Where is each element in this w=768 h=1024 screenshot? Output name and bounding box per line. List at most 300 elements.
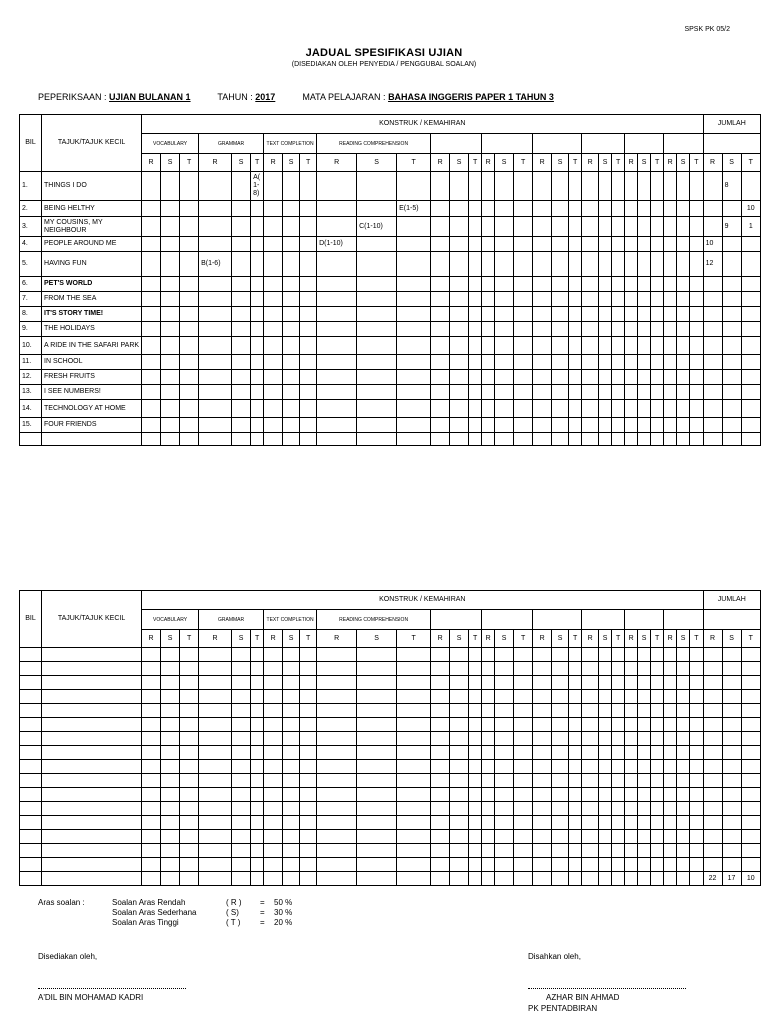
item-cell (625, 648, 638, 662)
level-header: S (161, 154, 180, 172)
item-cell (514, 400, 533, 418)
item-cell (450, 217, 469, 237)
item-cell (599, 172, 612, 201)
item-cell (552, 217, 569, 237)
item-cell (569, 788, 582, 802)
item-cell (180, 760, 199, 774)
bil-cell: 9. (20, 322, 42, 337)
item-cell (397, 355, 431, 370)
level-header: R (703, 630, 722, 648)
item-cell (180, 217, 199, 237)
item-cell (431, 746, 450, 760)
jumlah-cell (722, 370, 741, 385)
item-cell (625, 774, 638, 788)
item-cell (582, 704, 599, 718)
item-cell (677, 662, 690, 676)
level-header: S (283, 154, 300, 172)
item-cell (495, 217, 514, 237)
item-cell (495, 237, 514, 252)
table-row (20, 385, 761, 400)
item-cell (690, 277, 703, 292)
item-cell (450, 872, 469, 886)
item-cell (469, 760, 482, 774)
item-cell (251, 872, 264, 886)
level-header: R (582, 630, 599, 648)
item-cell (612, 788, 625, 802)
item-cell (283, 746, 300, 760)
item-cell (469, 277, 482, 292)
item-cell (469, 337, 482, 355)
item-cell (514, 802, 533, 816)
jumlah-cell (741, 370, 760, 385)
item-cell (495, 718, 514, 732)
item-cell (625, 322, 638, 337)
jumlah-cell (741, 237, 760, 252)
item-cell (180, 172, 199, 201)
item-cell (469, 252, 482, 277)
item-cell (232, 418, 251, 433)
item-cell (357, 277, 397, 292)
item-cell (232, 385, 251, 400)
jumlah-cell (741, 355, 760, 370)
level-header: S (599, 154, 612, 172)
item-cell (357, 337, 397, 355)
blank-cell (42, 816, 142, 830)
item-cell (625, 307, 638, 322)
item-cell (317, 418, 357, 433)
item-cell (283, 844, 300, 858)
item-cell: A( 1- 8) (251, 172, 264, 201)
form-code: SPSK PK 05/2 (684, 26, 730, 33)
item-cell (552, 690, 569, 704)
item-cell (533, 676, 552, 690)
jumlah-cell (741, 732, 760, 746)
item-cell (651, 802, 664, 816)
jumlah-cell (741, 844, 760, 858)
item-cell (651, 400, 664, 418)
table-row (20, 746, 761, 760)
item-cell (638, 718, 651, 732)
item-cell (482, 217, 495, 237)
item-cell (300, 802, 317, 816)
item-cell (638, 844, 651, 858)
item-cell (651, 322, 664, 337)
jumlah-cell (703, 292, 722, 307)
item-cell (251, 433, 264, 446)
item-cell (469, 718, 482, 732)
level-header: R (664, 630, 677, 648)
table-row (20, 418, 761, 433)
item-cell (232, 355, 251, 370)
item-cell (612, 355, 625, 370)
item-cell (397, 788, 431, 802)
item-cell (357, 802, 397, 816)
item-cell (533, 802, 552, 816)
skill-group-header: TEXT COMPLETION (264, 134, 317, 154)
item-cell (514, 648, 533, 662)
item-cell (180, 370, 199, 385)
jumlah-cell (741, 662, 760, 676)
item-cell (199, 648, 232, 662)
item-cell (638, 662, 651, 676)
item-cell (317, 217, 357, 237)
jumlah-cell (722, 760, 741, 774)
item-cell (251, 217, 264, 237)
item-cell (357, 370, 397, 385)
item-cell (533, 690, 552, 704)
level-header: T (397, 154, 431, 172)
jumlah-cell (722, 746, 741, 760)
item-cell (625, 292, 638, 307)
item-cell (431, 648, 450, 662)
item-cell (651, 648, 664, 662)
item-cell (569, 662, 582, 676)
item-cell (651, 732, 664, 746)
table-row (20, 704, 761, 718)
item-cell (450, 816, 469, 830)
item-cell (599, 802, 612, 816)
item-cell (533, 732, 552, 746)
level-header: S (599, 630, 612, 648)
item-cell (612, 292, 625, 307)
item-cell (677, 337, 690, 355)
item-cell (161, 816, 180, 830)
item-cell (264, 648, 283, 662)
item-cell (251, 844, 264, 858)
item-cell (533, 337, 552, 355)
item-cell (469, 816, 482, 830)
item-cell (199, 676, 232, 690)
jumlah-cell (741, 690, 760, 704)
jumlah-cell (722, 418, 741, 433)
item-cell (431, 690, 450, 704)
item-cell (317, 816, 357, 830)
item-cell (638, 858, 651, 872)
item-cell (677, 676, 690, 690)
item-cell (199, 433, 232, 446)
item-cell (357, 872, 397, 886)
item-cell (300, 704, 317, 718)
item-cell (450, 802, 469, 816)
item-cell (180, 237, 199, 252)
item-cell (300, 648, 317, 662)
item-cell (142, 252, 161, 277)
item-cell (397, 337, 431, 355)
item-cell (677, 788, 690, 802)
item-cell (569, 433, 582, 446)
item-cell (283, 172, 300, 201)
item-cell (651, 385, 664, 400)
table-row (20, 307, 761, 322)
item-cell (677, 830, 690, 844)
item-cell (514, 385, 533, 400)
skill-group-header: GRAMMAR (199, 610, 264, 630)
item-cell (161, 337, 180, 355)
item-cell (677, 418, 690, 433)
item-cell (251, 237, 264, 252)
aras-row: Soalan Aras Rendah ( R ) = 50 % (112, 898, 293, 907)
item-cell (469, 858, 482, 872)
item-cell (612, 648, 625, 662)
item-cell (431, 662, 450, 676)
item-cell (552, 277, 569, 292)
item-cell (317, 252, 357, 277)
item-cell (638, 355, 651, 370)
item-cell (569, 830, 582, 844)
bil-cell: 1. (20, 172, 42, 201)
level-header: T (300, 630, 317, 648)
item-cell (264, 844, 283, 858)
level-header: S (450, 154, 469, 172)
item-cell (317, 690, 357, 704)
jumlah-cell (741, 676, 760, 690)
item-cell (638, 418, 651, 433)
item-cell (283, 217, 300, 237)
jumlah-cell (741, 307, 760, 322)
jumlah-cell (703, 418, 722, 433)
item-cell (651, 816, 664, 830)
item-cell (232, 433, 251, 446)
jumlah-cell (703, 704, 722, 718)
item-cell (599, 277, 612, 292)
item-cell (677, 292, 690, 307)
item-cell (397, 400, 431, 418)
item-cell (180, 201, 199, 217)
item-cell (651, 830, 664, 844)
item-cell (482, 788, 495, 802)
item-cell (651, 718, 664, 732)
blank-cell (42, 858, 142, 872)
item-cell (664, 418, 677, 433)
item-cell (514, 355, 533, 370)
prepared-by-label: Disediakan oleh, (38, 952, 98, 961)
item-cell (677, 385, 690, 400)
item-cell (180, 802, 199, 816)
item-cell (232, 237, 251, 252)
item-cell (514, 788, 533, 802)
item-cell (664, 830, 677, 844)
item-cell (283, 788, 300, 802)
item-cell (161, 307, 180, 322)
item-cell (232, 662, 251, 676)
item-cell (469, 237, 482, 252)
item-cell (264, 355, 283, 370)
table-row (20, 676, 761, 690)
item-cell (482, 830, 495, 844)
item-cell (533, 172, 552, 201)
level-header: S (677, 154, 690, 172)
item-cell (431, 844, 450, 858)
item-cell (495, 355, 514, 370)
item-cell (533, 400, 552, 418)
item-cell (664, 277, 677, 292)
item-cell (599, 676, 612, 690)
level-header: T (300, 154, 317, 172)
jumlah-total-cell: 10 (741, 872, 760, 886)
item-cell (264, 400, 283, 418)
item-cell (180, 830, 199, 844)
item-cell (317, 746, 357, 760)
item-cell (569, 385, 582, 400)
item-cell (569, 802, 582, 816)
item-cell (283, 690, 300, 704)
item-cell (142, 201, 161, 217)
jumlah-cell (703, 433, 722, 446)
item-cell (232, 322, 251, 337)
item-cell (569, 172, 582, 201)
item-cell (664, 816, 677, 830)
item-cell (357, 704, 397, 718)
item-cell (533, 816, 552, 830)
item-cell (264, 292, 283, 307)
item-cell (264, 322, 283, 337)
item-cell (397, 322, 431, 337)
item-cell (514, 172, 533, 201)
level-header: S (232, 154, 251, 172)
item-cell (180, 292, 199, 307)
item-cell (582, 337, 599, 355)
item-cell (552, 201, 569, 217)
item-cell (495, 802, 514, 816)
item-cell (161, 201, 180, 217)
bil-cell: 11. (20, 355, 42, 370)
item-cell (651, 774, 664, 788)
level-header: S (357, 154, 397, 172)
blank-cell (42, 844, 142, 858)
item-cell (514, 277, 533, 292)
jumlah-cell: 12 (703, 252, 722, 277)
blank-cell (42, 648, 142, 662)
item-cell (664, 337, 677, 355)
bil-cell: 2. (20, 201, 42, 217)
item-cell (495, 292, 514, 307)
item-cell (264, 418, 283, 433)
item-cell (533, 433, 552, 446)
jumlah-cell (703, 307, 722, 322)
approved-by-label: Disahkan oleh, (528, 952, 581, 961)
item-cell (397, 872, 431, 886)
item-cell (495, 676, 514, 690)
item-cell (142, 648, 161, 662)
item-cell (690, 648, 703, 662)
item-cell (264, 662, 283, 676)
item-cell (495, 172, 514, 201)
item-cell (533, 662, 552, 676)
item-cell (677, 704, 690, 718)
item-cell (317, 648, 357, 662)
item-cell (495, 830, 514, 844)
item-cell (569, 704, 582, 718)
level-header: S (495, 630, 514, 648)
item-cell (612, 322, 625, 337)
item-cell (431, 201, 450, 217)
item-cell (431, 400, 450, 418)
item-cell (264, 872, 283, 886)
item-cell (664, 292, 677, 307)
item-cell (690, 217, 703, 237)
item-cell (469, 648, 482, 662)
item-cell (251, 337, 264, 355)
item-cell (300, 872, 317, 886)
item-cell (199, 774, 232, 788)
blank-cell (42, 746, 142, 760)
item-cell (690, 830, 703, 844)
item-cell (251, 370, 264, 385)
item-cell (514, 252, 533, 277)
tajuk-cell: PET'S WORLD (42, 277, 142, 292)
item-cell (495, 704, 514, 718)
item-cell (664, 690, 677, 704)
bil-cell: 10. (20, 337, 42, 355)
item-cell (180, 718, 199, 732)
item-cell (677, 746, 690, 760)
item-cell (450, 844, 469, 858)
item-cell (664, 201, 677, 217)
jumlah-cell (703, 217, 722, 237)
item-cell (625, 337, 638, 355)
item-cell (514, 292, 533, 307)
item-cell (300, 433, 317, 446)
item-cell (450, 676, 469, 690)
item-cell (180, 418, 199, 433)
blank-cell (20, 648, 42, 662)
item-cell (569, 816, 582, 830)
blank-cell (20, 676, 42, 690)
jumlah-cell (703, 844, 722, 858)
item-cell (251, 816, 264, 830)
item-cell (625, 172, 638, 201)
item-cell (664, 788, 677, 802)
item-cell (582, 662, 599, 676)
blank-cell (42, 830, 142, 844)
item-cell (533, 385, 552, 400)
item-cell (431, 292, 450, 307)
jumlah-cell (741, 172, 760, 201)
item-cell (180, 732, 199, 746)
item-cell (599, 830, 612, 844)
jumlah-cell (741, 760, 760, 774)
level-header: S (232, 630, 251, 648)
item-cell (317, 732, 357, 746)
item-cell (264, 746, 283, 760)
item-cell (625, 252, 638, 277)
jumlah-cell (703, 816, 722, 830)
item-cell (482, 355, 495, 370)
item-cell (638, 746, 651, 760)
item-cell (300, 774, 317, 788)
item-cell (625, 418, 638, 433)
item-cell (651, 872, 664, 886)
item-cell (638, 307, 651, 322)
jumlah-cell (741, 385, 760, 400)
item-cell (552, 418, 569, 433)
jumlah-cell (741, 788, 760, 802)
item-cell (357, 774, 397, 788)
jumlah-cell (741, 816, 760, 830)
item-cell (482, 322, 495, 337)
item-cell (317, 355, 357, 370)
level-header: R (533, 154, 552, 172)
item-cell (300, 718, 317, 732)
item-cell (199, 718, 232, 732)
item-cell (142, 370, 161, 385)
item-cell (180, 816, 199, 830)
item-cell (317, 872, 357, 886)
jumlah-cell (741, 292, 760, 307)
item-cell (469, 676, 482, 690)
item-cell (482, 307, 495, 322)
item-cell (142, 718, 161, 732)
